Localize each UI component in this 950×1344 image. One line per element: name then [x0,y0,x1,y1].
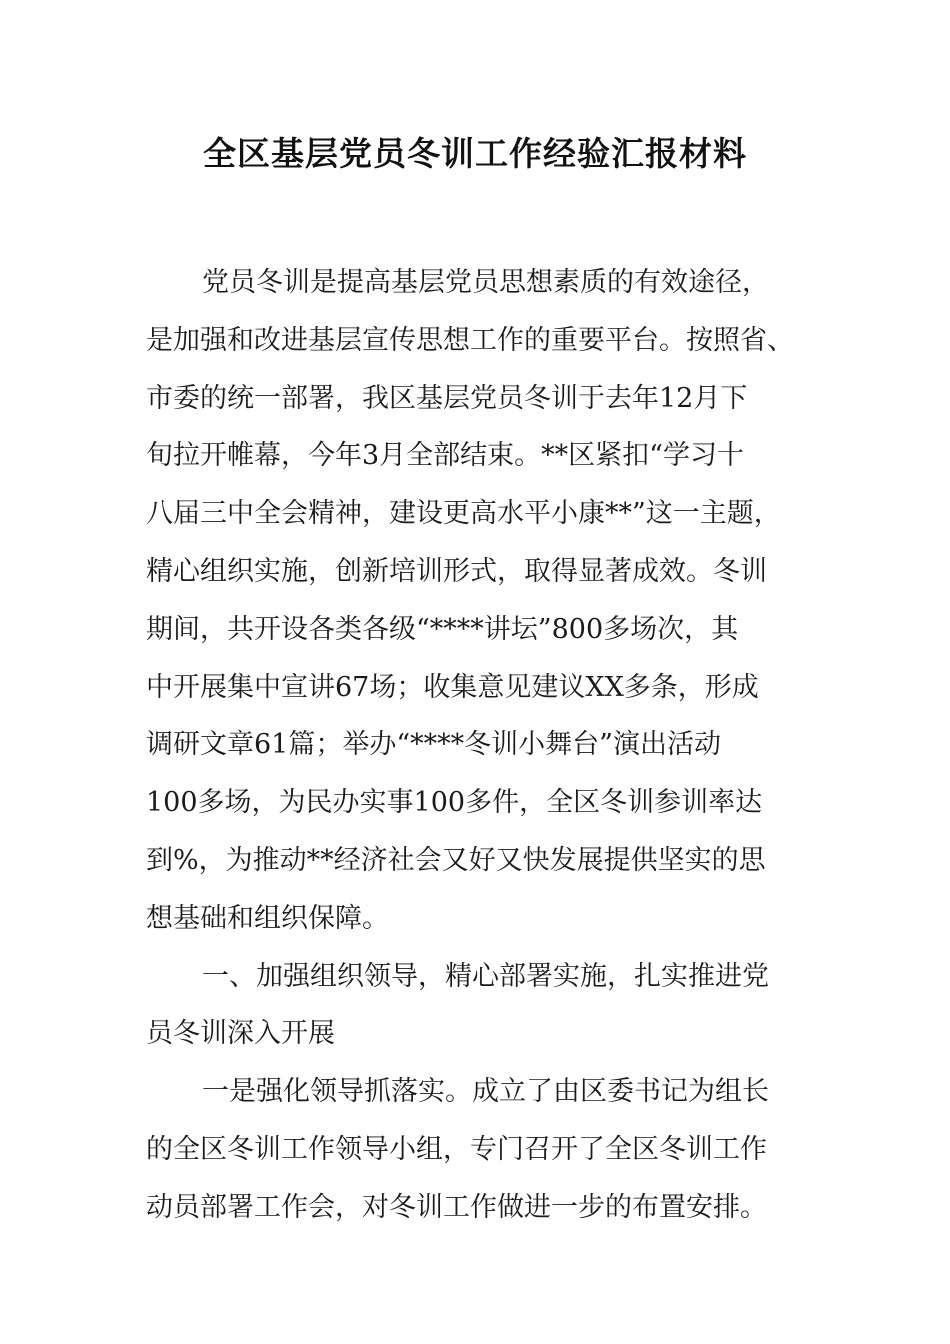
paragraph-line: 到%，为推动**经济社会又好又快发展提供坚实的思 [146,844,766,876]
document-body [146,254,822,1237]
paragraph-line: 调研文章61篇；举办“****冬训小舞台”演出活动 [146,729,721,761]
paragraph-line: 是加强和改进基层宣传思想工作的重要平台。按照省、 [146,324,794,356]
section-heading-line: 一、加强组织领导，精心部署实施，扎实推进党 [202,960,769,992]
paragraph-line: 精心组织实施，创新培训形式，取得显著成效。冬训 [146,555,767,587]
document-title: 全区基层党员冬训工作经验汇报材料 [203,134,747,173]
paragraph-line: 中开展集中宣讲67场；收集意见建议XX多条，形成 [146,671,759,703]
paragraph-line: 一是强化领导抓落实。成立了由区委书记为组长 [202,1076,769,1108]
paragraph-line: 的全区冬训工作领导小组，专门召开了全区冬训工作 [146,1133,767,1165]
paragraph-line: 期间，共开设各类各级“****讲坛”800多场次，其 [146,613,739,645]
paragraph-line: 党员冬训是提高基层党员思想素质的有效途径， [202,267,769,298]
paragraph-line: 旬拉开帷幕，今年3月全部结束。**区紧扣“学习十 [146,440,744,472]
paragraph-line: 市委的统一部署，我区基层党员冬训于去年12月下 [146,382,748,414]
section-heading-line: 员冬训深入开展 [146,1018,335,1050]
paragraph-line: 动员部署工作会，对冬训工作做进一步的布置安排。 [146,1191,767,1223]
paragraph-line: 100多场，为民办实事100多件，全区冬训参训率达 [146,787,763,819]
paragraph-line: 八届三中全会精神，建设更高水平小康**”这一主题， [146,498,781,530]
paragraph-line: 想基础和组织保障。 [146,902,389,934]
